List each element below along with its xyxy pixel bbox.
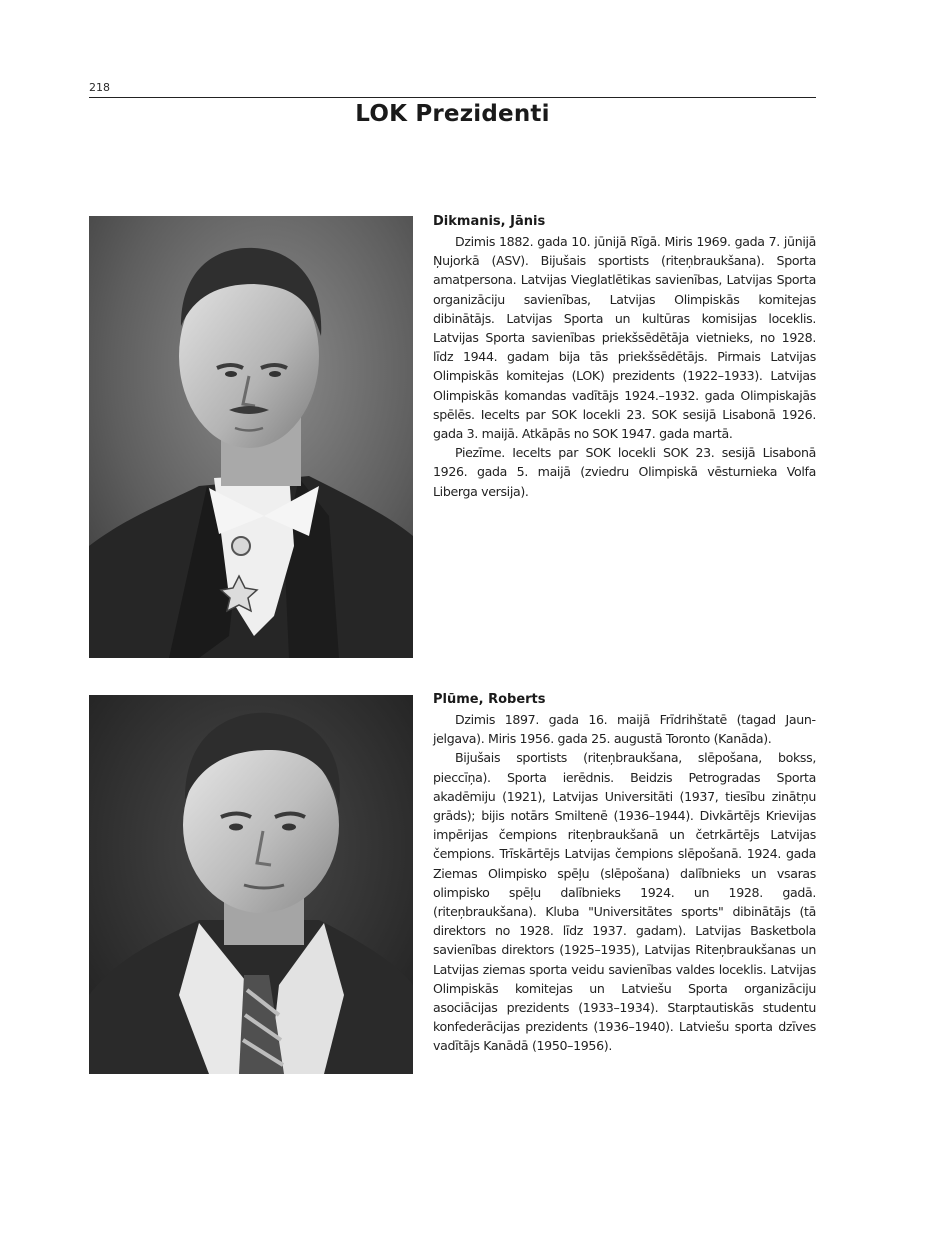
portrait-photo-icon	[89, 216, 413, 658]
bio-dikmanis	[433, 214, 816, 501]
bio-paragraph: Bijušais sportists (riteņbraukšana, slēpošana, bokss, pieccīņa). Sporta ierēdnis. Beidzis Petrogradas Sporta akadēmiju (1921), Latvijas Universitāti (1937, tiesību zinātņu grāds); bijis notārs Smiltenē (1936–1944). Divkārtējs Krievijas impērijas čempions riteņbraukšanā un četrkārtējs Latvijas čempions. Trīskārtējs Latvijas čempions slēpošanā. 1924. gada Ziemas Olimpisko spēļu (slēpošana) dalībnieks un vsaras olimpisko spēļu dalībnieks 1924. un 1928. gadā. (riteņbraukšana). Kluba "Universitātes sports" dibinātājs (tā direktors no 1928. līdz 1937. gadam). Latvijas Basketbola savienības direktors (1925–1935), Latvijas Riteņbraukšanas un Latvijas ziemas sporta veidu savienības valdes loceklis. Latvijas Olimpiskās komitejas un Latviešu Sporta organizāciju asociācijas prezidents (1933–1934). Starptautiskās studentu konfederācijas prezidents (1936–1940). Latviešu sporta dzīves vadītājs Kanādā (1950–1956).	[433, 750, 816, 1054]
bio-name: Dikmanis, Jānis	[433, 214, 546, 229]
page-number: 218	[89, 81, 110, 94]
portrait-photo-icon	[89, 695, 413, 1074]
bio-paragraph: Dzimis 1897. gada 16. maijā Frīdrihštatē (tagad Jaunjelgava). Miris 1956. gada 25. augustā Toronto (Kanāda).	[433, 712, 816, 747]
bio-plume	[433, 692, 816, 1056]
page-title: LOK Prezidenti	[355, 101, 550, 127]
portrait-photo-dikmanis	[89, 216, 413, 658]
bio-name: Plūme, Roberts	[433, 692, 546, 707]
portrait-photo-plume	[89, 695, 413, 1074]
bio-paragraph: Dzimis 1882. gada 10. jūnijā Rīgā. Miris 1969. gada 7. jūnijā Ņujorkā (ASV). Bijušais sportists (riteņbraukšana). Sporta amatpersona. Latvijas Vieglatlētikas savienības, Latvijas Sporta organizāciju savienības, Latvijas Olimpiskās komitejas dibinātājs. Latvijas Sporta un kultūras komisijas loceklis. Latvijas Sporta savienības priekšsēdētāja vietnieks, no 1928. līdz 1944. gadam bija tās priekšsēdētājs. Pirmais Latvijas Olimpiskās komitejas (LOK) prezidents (1922–1933). Latvijas Olimpiskās komandas vadītājs 1924.–1932. gada Olimpiskajās spēlēs. Iecelts par SOK locekli 23. SOK sesijā Lisabonā 1926. gada 3. maijā. Atkāpās no SOK 1947. gada martā.	[433, 234, 816, 442]
bio-note: Piezīme. Iecelts par SOK locekli SOK 23. sesijā Lisabonā 1926. gada 5. maijā (zviedru Olimpiskā vēsturnieka Volfa Liberga versija).	[433, 445, 816, 499]
header-rule	[89, 97, 816, 98]
